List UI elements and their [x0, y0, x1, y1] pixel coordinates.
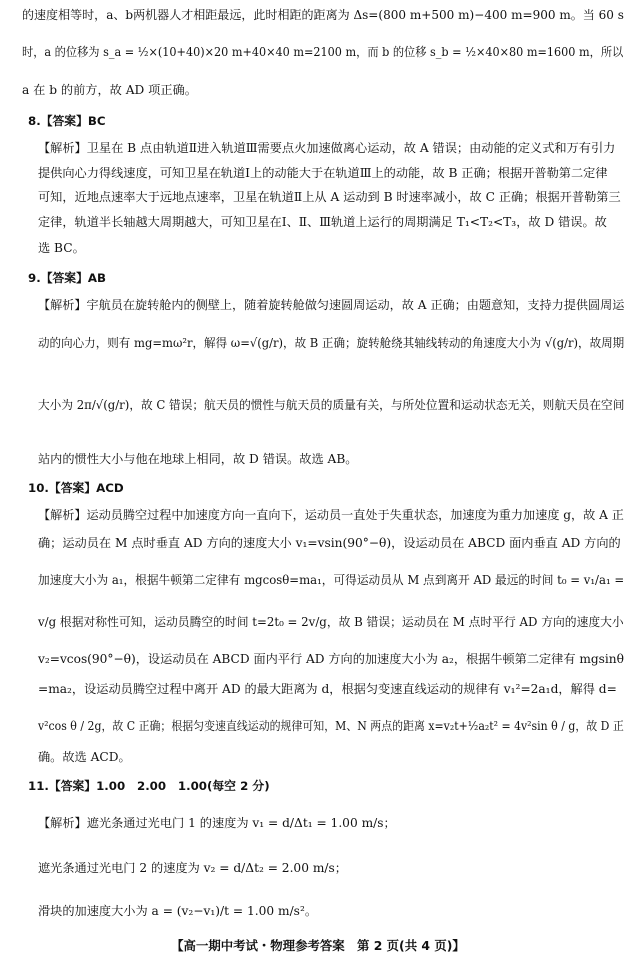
text-line: 提供向心力得线速度，可知卫星在轨道Ⅰ上的动能大于在轨道Ⅲ上的动能，故 B 正确；根据开普勒第二定律 [38, 166, 608, 180]
answer-heading: 11.【答案】1.00 2.00 1.00(每空 2 分) [28, 779, 270, 793]
text-line: 【解析】运动员腾空过程中加速度方向一直向下，运动员一直处于失重状态，加速度为重力加速度 g，故 A 正 [38, 508, 624, 522]
text-line: 【解析】卫星在 B 点由轨道Ⅱ进入轨道Ⅲ需要点火加速做离心运动，故 A 错误；由动能的定义式和万有引力 [38, 141, 616, 155]
text-line: 加速度大小为 a₁，根据牛顿第二定律有 mgcosθ=ma₁，可得运动员从 M 点到离开 AD 最远的时间 t₀ = v₁/a₁ = [38, 573, 625, 587]
text-line: =ma₂，设运动员腾空过程中离开 AD 的最大距离为 d，根据匀变速直线运动的规律有 v₁²=2a₁d，解得 d= [38, 682, 617, 696]
text-line: 定律，轨道半长轴越大周期越大，可知卫星在Ⅰ、Ⅱ、Ⅲ轨道上运行的周期满足 T₁<T₂<T₃，故 D 错误。故 [38, 215, 607, 229]
text-line: a 在 b 的前方，故 AD 项正确。 [22, 83, 197, 97]
text-line: 的速度相等时，a、b两机器人才相距最远，此时相距的距离为 Δs=(800 m+500 m)−400 m=900 m。当 60 s [22, 8, 624, 22]
text-line: v/g 根据对称性可知，运动员腾空的时间 t=2t₀ = 2v/g，故 B 错误；运动员在 M 点时平行 AD 方向的速度大小 [38, 615, 624, 629]
text-line: v²cos θ / 2g，故 C 正确；根据匀变速直线运动的规律可知，M、N 两点的距离 x=v₂t+½a₂t² = 4v²sin θ / g，故 D 正 [38, 719, 624, 733]
text-line: v₂=vcos(90°−θ)，设运动员在 ABCD 面内平行 AD 方向的加速度大小为 a₂，根据牛顿第二定律有 mgsinθ [38, 652, 624, 666]
text-line: 确；运动员在 M 点时垂直 AD 方向的速度大小 v₁=vsin(90°−θ)，设运动员在 ABCD 面内垂直 AD 方向的 [38, 536, 621, 550]
text-line: 动的向心力，则有 mg=mω²r，解得 ω=√(g/r)，故 B 正确；旋转舱绕其轴线转动的角速度大小为 √(g/r)，故周期 [38, 336, 625, 350]
answer-heading: 9.【答案】AB [28, 271, 106, 285]
answer-heading: 10.【答案】ACD [28, 481, 124, 495]
text-line: 选 BC。 [38, 241, 85, 255]
text-line: 遮光条通过光电门 2 的速度为 v₂ = d/Δt₂ = 2.00 m/s； [38, 861, 347, 875]
text-line: 时，a 的位移为 s_a = ½×(10+40)×20 m+40×40 m=2100 m，而 b 的位移 s_b = ½×40×80 m=1600 m，所以 [22, 45, 624, 59]
text-line: 大小为 2π/√(g/r)，故 C 错误；航天员的惯性与航天员的质量有关，与所处位置和运动状态无关，则航天员在空间 [38, 398, 625, 412]
answer-heading: 8.【答案】BC [28, 114, 106, 128]
text-line: 【解析】宇航员在旋转舱内的侧壁上，随着旋转舱做匀速圆周运动，故 A 正确；由题意知，支持力提供圆周运 [38, 298, 625, 312]
text-line: 确。故选 ACD。 [38, 750, 131, 764]
page-footer: 【高一期中考试・物理参考答案 第 2 页(共 4 页)】 [171, 938, 465, 953]
text-line: 【解析】遮光条通过光电门 1 的速度为 v₁ = d/Δt₁ = 1.00 m/s； [38, 816, 396, 830]
text-line: 滑块的加速度大小为 a = (v₂−v₁)/t = 1.00 m/s²。 [38, 904, 318, 918]
text-line: 站内的惯性大小与他在地球上相同，故 D 错误。故选 AB。 [38, 452, 358, 466]
text-line: 可知，近地点速率大于远地点速率，卫星在轨道Ⅱ上从 A 运动到 B 时速率减小，故 C 正确；根据开普勒第三 [38, 190, 621, 204]
